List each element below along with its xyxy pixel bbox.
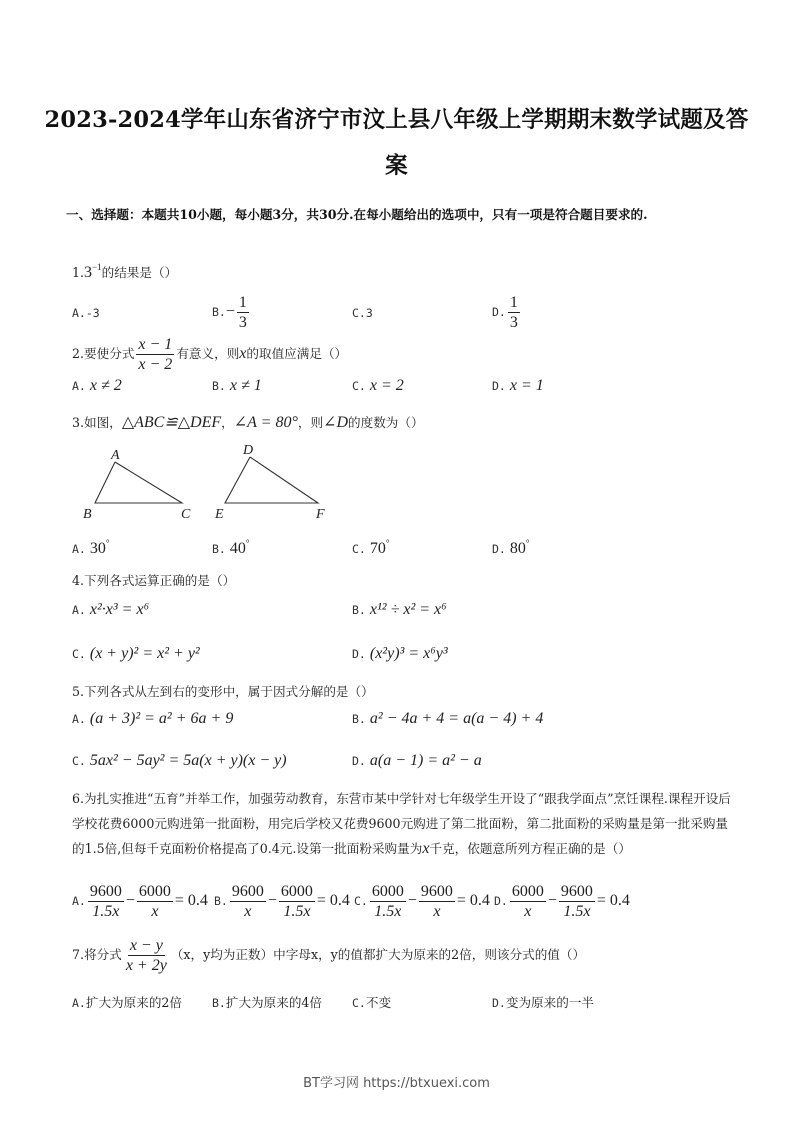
option-text: 扩大为原来的4倍 [225,995,323,1010]
fraction [137,882,173,921]
document-title-line2: 案 [385,153,408,179]
q7-option-c[interactable] [352,992,391,1011]
denominator: x [524,903,532,920]
angle-d: ∠D [323,414,348,431]
exponent: −1 [92,262,102,272]
q6-option-b[interactable] [214,882,350,921]
stem-text: （x，y均为正数）中字母x，y的值都扩大为原来的2倍，则该分式的值（） [170,947,586,962]
option-value: 30 [89,540,106,557]
numerator: 9600 [560,883,593,900]
fraction [419,882,455,921]
stem-text: 的取值应满足（） [246,346,348,361]
option-text: x²·x³ = x⁶ [89,601,150,618]
numerator: 6000 [280,883,313,900]
question-number: 2. [72,346,85,361]
q6-option-a[interactable] [72,882,208,921]
option-label: D. [352,754,366,768]
stem-text: 的结果是（） [101,265,178,280]
option-text: a² − 4a + 4 = a(a − 4) + 4 [369,710,544,727]
denominator: 1.5x [283,903,311,920]
denominator: x [433,903,441,920]
q5-option-b[interactable] [352,710,543,728]
option-text: x ≠ 2 [89,377,122,394]
option-text: x = 2 [369,377,404,394]
fraction [370,882,406,921]
triangles-figure [75,440,345,525]
q6-option-d[interactable] [494,882,630,921]
option-label: B. [212,379,226,393]
denominator: x + 2y [125,957,167,974]
question-7-stem [72,936,585,975]
option-label: A. [72,306,86,320]
question-6-stem [72,786,737,861]
option-text: x¹² ÷ x² = x⁶ [369,601,447,618]
option-text: a(a − 1) = a² − a [369,752,482,769]
q2-option-a[interactable] [72,377,122,395]
question-2-stem [72,335,347,374]
q2-option-b[interactable] [212,377,262,395]
denominator: x [151,903,159,920]
option-text: 5ax² − 5ay² = 5a(x + y)(x − y) [89,752,287,769]
stem-text: 为扎实推进“五育”并举工作，加强劳动教育，东营市某中学针对七年级学生开设了“跟我学面点”烹饪课程.课程开设后学校花费6000元购进第一批面粉，用完后学校又花费9600元购进了第二批面粉，第二批面粉的采购量是第一批采购量的1.5倍,但每千克面粉价格提高了0.4元.设第一批面粉采购量为 [72,791,731,856]
q4-option-b[interactable] [352,601,447,619]
option-label: C. [352,306,366,320]
equation-rhs: = 0.4 [596,892,630,909]
minus-sign: − [547,892,557,909]
option-label: B. [352,603,366,617]
question-5-stem [72,681,374,700]
option-text: (a + 3)² = a² + 6a + 9 [89,710,234,727]
degree-symbol: ° [385,538,390,548]
q4-option-c[interactable] [72,645,200,663]
stem-text: 千克，依题意所列方程正确的是（） [429,841,631,856]
congruence-expression: △ABC≌△DEF [121,414,222,431]
q5-option-c[interactable] [72,752,287,770]
angle-expression: ∠A = 80° [233,414,298,431]
option-text: (x + y)² = x² + y² [89,645,200,662]
option-label: D. [494,894,508,908]
minus-sign: − [225,303,235,320]
question-number: 5. [72,684,85,699]
option-text: 3 [365,306,373,320]
vertex-label-c: C [181,507,191,522]
equation-rhs: = 0.4 [456,892,490,909]
denominator: 1.5x [374,903,402,920]
q1-option-c[interactable] [352,305,373,320]
option-label: C. [352,996,366,1010]
stem-text: 有意义，则 [176,346,240,361]
option-text: x ≠ 1 [229,377,262,394]
numerator: 1 [238,294,247,311]
vertex-label-f: F [316,507,325,522]
section-heading: 一、选择题：本题共10小题，每小题3分，共30分.在每小题给出的选项中，只有一项是符合题目要求的. [66,207,648,222]
option-label: B. [212,305,226,319]
denominator: 1.5x [563,903,591,920]
stem-text: 将分式 [84,947,122,962]
numerator: 9600 [89,883,122,900]
option-text: 不变 [365,995,392,1010]
stem-text: 要使分式 [84,346,135,361]
option-label: B. [352,712,366,726]
option-label: A. [72,379,86,393]
vertex-label-d: D [243,443,254,458]
q5-option-d[interactable] [352,752,482,770]
q3-option-c[interactable] [352,538,389,558]
stem-text: ，则 [297,415,324,430]
numerator: 6000 [371,883,404,900]
option-text: (x²y)³ = x⁶y³ [369,645,448,662]
fraction [508,293,520,332]
separator: ， [221,415,234,430]
option-text: 扩大为原来的2倍 [85,995,183,1010]
q4-option-d[interactable] [352,645,448,663]
option-label: A. [72,712,86,726]
option-value: 80 [509,540,526,557]
q7-option-b[interactable] [212,992,322,1011]
q2-option-c[interactable] [352,377,404,395]
option-label: B. [214,894,228,908]
numerator: 9600 [420,883,453,900]
option-text: 变为原来的一半 [505,995,595,1010]
option-label: A. [72,542,86,556]
triangle-def [214,443,325,522]
vertex-label-a: A [111,448,120,463]
q1-option-b[interactable] [212,293,251,332]
fraction [510,882,546,921]
triangle-abc [83,448,191,522]
fraction [230,882,266,921]
option-value: 40 [229,540,246,557]
q2-option-d[interactable] [492,377,544,395]
option-label: A. [72,894,86,908]
stem-text: 下列各式从左到右的变形中，属于因式分解的是（） [84,684,374,699]
fraction [559,882,595,921]
question-number: 1. [72,265,85,280]
option-label: C. [72,754,86,768]
document-title-line1: 2023-2024学年山东省济宁市汶上县八年级上学期期末数学试题及答 [44,107,749,133]
denominator: 3 [238,314,247,331]
q6-option-c[interactable] [354,882,490,921]
q1-option-a[interactable] [72,305,100,320]
option-text: -3 [85,306,100,320]
q4-option-a[interactable] [72,601,149,619]
vertex-label-e: E [215,507,224,522]
denominator: 3 [509,314,518,331]
option-label: A. [72,996,86,1010]
q1-option-d[interactable] [492,293,522,332]
degree-symbol: ° [105,538,110,548]
q7-option-a[interactable] [72,992,182,1011]
q3-option-d[interactable] [492,538,529,558]
stem-text: 的度数为（） [348,415,424,430]
numerator: 9600 [231,883,264,900]
base: 3 [84,264,93,281]
equation-rhs: = 0.4 [174,892,208,909]
fraction [88,882,124,921]
denominator: x [244,903,252,920]
option-label: C. [352,542,366,556]
option-label: B. [212,996,226,1010]
option-value: 70 [369,540,386,557]
denominator: x − 2 [138,356,173,373]
option-text: x = 1 [509,377,544,394]
question-4-stem [72,570,235,589]
variable: x [422,840,430,857]
q3-option-b[interactable] [212,538,249,558]
option-label: B. [212,542,226,556]
equation-rhs: = 0.4 [316,892,350,909]
denominator: 1.5x [92,903,120,920]
option-label: C. [352,379,366,393]
option-label: D. [492,996,506,1010]
option-label: D. [492,542,506,556]
question-number: 7. [72,947,85,962]
question-3-stem [72,412,424,432]
fraction [136,335,174,374]
q3-option-a[interactable] [72,538,109,558]
minus-sign: − [125,892,135,909]
degree-symbol: ° [245,538,250,548]
numerator: 6000 [511,883,544,900]
fraction [237,293,249,332]
numerator: 1 [509,294,518,311]
question-number: 3. [72,415,85,430]
question-1-stem [72,262,177,282]
degree-symbol: ° [525,538,530,548]
option-label: A. [72,603,86,617]
option-label: D. [492,379,506,393]
question-number: 4. [72,573,85,588]
q7-option-d[interactable] [492,992,594,1011]
minus-sign: − [407,892,417,909]
option-label: D. [352,647,366,661]
numerator: x − y [129,937,163,954]
option-label: C. [354,894,368,908]
option-label: C. [72,647,86,661]
fraction [124,936,169,975]
vertex-label-b: B [83,507,92,522]
minus-sign: − [267,892,277,909]
numerator: x − 1 [138,336,173,353]
stem-text: 如图， [84,415,122,430]
fraction [279,882,315,921]
question-number: 6. [72,791,85,806]
option-label: D. [492,305,506,319]
numerator: 6000 [138,883,171,900]
q5-option-a[interactable] [72,710,233,728]
stem-text: 下列各式运算正确的是（） [84,573,236,588]
variable: x [239,345,247,362]
footer-watermark[interactable]: BT学习网 https://btxuexi.com [303,1076,490,1091]
